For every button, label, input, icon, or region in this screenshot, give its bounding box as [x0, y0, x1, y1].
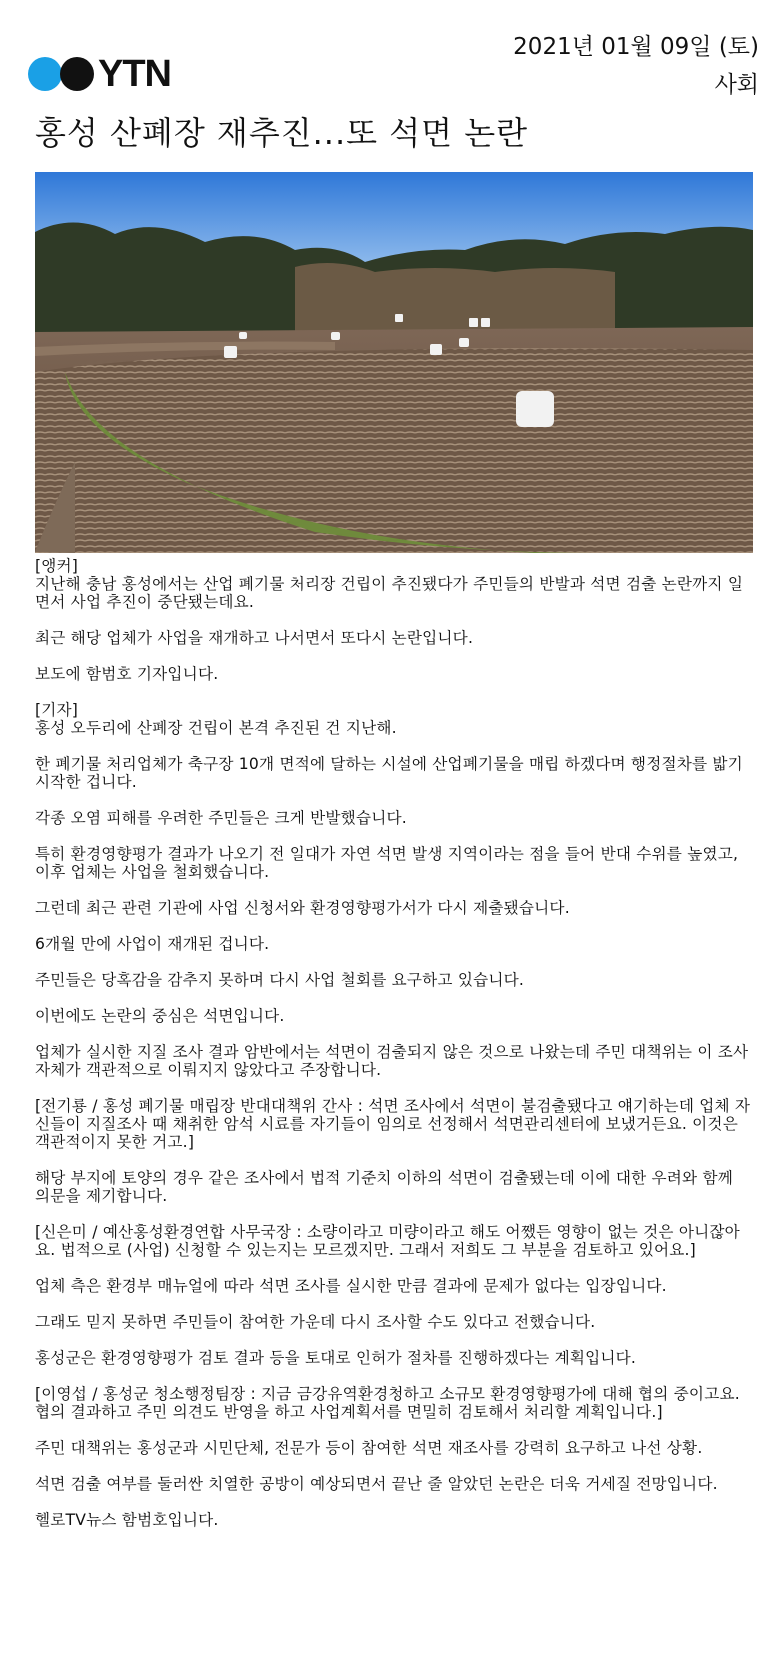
interview-quote: [신은미 / 예산홍성환경연합 사무국장 : 소량이라고 미량이라고 해도 어쨌든 영향이 없는 것은 아니잖아요. 법적으로 (사업) 신청할 수 있는지는 모르겠지만. 그래서 저희도 그 부분을 검토하고 있어요.] [35, 1223, 740, 1259]
paragraph: 한 폐기물 처리업체가 축구장 10개 면적에 달하는 시설에 산업폐기물을 매립 하겠다며 행정절차를 밟기 시작한 겁니다. [35, 755, 743, 791]
paragraph: 특히 환경영향평가 결과가 나오기 전 일대가 자연 석면 발생 지역이라는 점을 들어 반대 수위를 높였고, 이후 업체는 사업을 철회했습니다. [35, 845, 739, 881]
article-headline: 홍성 산폐장 재추진...또 석면 논란 [35, 114, 529, 152]
paragraph: 업체 측은 환경부 매뉴얼에 따라 석면 조사를 실시한 만큼 결과에 문제가 없다는 입장입니다. [35, 1277, 667, 1295]
paragraph: 홍성 오두리에 산폐장 건립이 본격 추진된 건 지난해. [35, 719, 397, 737]
ytn-logo[interactable] [28, 53, 171, 95]
article-date: 2021년 01월 09일 (토) [513, 34, 759, 60]
paragraph: 6개월 만에 사업이 재개된 겁니다. [35, 935, 270, 953]
reporter-label: [기자] [35, 701, 79, 719]
paragraph: 최근 해당 업체가 사업을 재개하고 나서면서 또다시 논란입니다. [35, 629, 474, 647]
paragraph: 업체가 실시한 지질 조사 결과 암반에서는 석면이 검출되지 않은 것으로 나왔는데 주민 대책위는 이 조사 자체가 객관적으로 이뤄지지 않았다고 주장합니다. [35, 1043, 749, 1079]
paragraph: 주민 대책위는 홍성군과 시민단체, 전문가 등이 참여한 석면 재조사를 강력히 요구하고 나선 상황. [35, 1439, 703, 1457]
paragraph: 주민들은 당혹감을 감추지 못하며 다시 사업 철회를 요구하고 있습니다. [35, 971, 525, 989]
paragraph: 석면 검출 여부를 둘러싼 치열한 공방이 예상되면서 끝난 줄 알았던 논란은 더욱 거세질 전망입니다. [35, 1475, 718, 1493]
paragraph: 그래도 믿지 못하면 주민들이 참여한 가운데 다시 조사할 수도 있다고 전했습니다. [35, 1313, 596, 1331]
interview-quote: [이영섭 / 홍성군 청소행정팀장 : 지금 금강유역환경청하고 소규모 환경영향평가에 대해 협의 중이고요. 협의 결과하고 주민 의견도 반영을 하고 사업계획서를 면밀히 검토해서 처리할 계획입니다.] [35, 1385, 740, 1421]
logo-wordmark: YTN [98, 53, 171, 95]
paragraph: 그런데 최근 관련 기관에 사업 신청서와 환경영향평가서가 다시 제출됐습니다. [35, 899, 570, 917]
paragraph: 각종 오염 피해를 우려한 주민들은 크게 반발했습니다. [35, 809, 407, 827]
paragraph: 홍성군은 환경영향평가 검토 결과 등을 토대로 인허가 절차를 진행하겠다는 계획입니다. [35, 1349, 637, 1367]
article-section: 사회 [714, 72, 759, 98]
anchor-label: [앵커] [35, 557, 79, 575]
paragraph: 이번에도 논란의 중심은 석면입니다. [35, 1007, 285, 1025]
logo-black-dot [60, 57, 94, 91]
signoff: 헬로TV뉴스 함범호입니다. [35, 1511, 219, 1529]
paragraph: 보도에 함범호 기자입니다. [35, 665, 219, 683]
paragraph: 지난해 충남 홍성에서는 산업 폐기물 처리장 건립이 추진됐다가 주민들의 반발과 석면 검출 논란까지 일면서 사업 추진이 중단됐는데요. [35, 575, 744, 611]
interview-quote: [전기룡 / 홍성 폐기물 매립장 반대대책위 간사 : 석면 조사에서 석면이 불검출됐다고 얘기하는데 업체 자신들이 지질조사 때 채취한 암석 시료를 자기들이 임의로 선정해서 석면관리센터에 보냈거든요. 이것은 객관적이지 못한 거고.] [35, 1097, 751, 1151]
paragraph: 해당 부지에 토양의 경우 같은 조사에서 법적 기준치 이하의 석면이 검출됐는데 이에 대한 우려와 함께 의문을 제기합니다. [35, 1169, 734, 1205]
logo-blue-dot [28, 57, 62, 91]
article-photo [35, 172, 753, 553]
article-body [35, 557, 753, 1547]
